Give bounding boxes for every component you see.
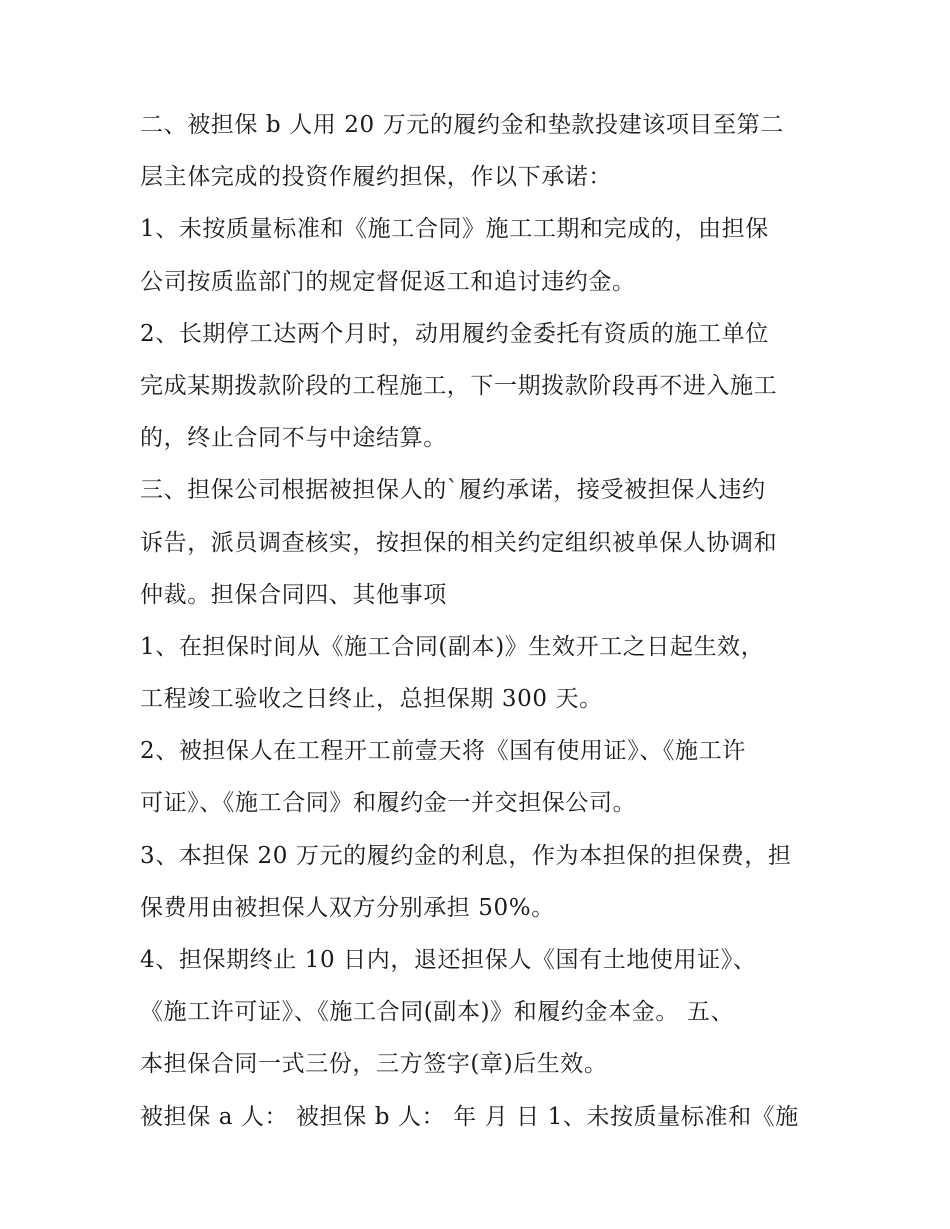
paragraph-line: 被担保 a 人： 被担保 b 人： 年 月 日 1、未按质量标准和《施 <box>140 1103 799 1130</box>
paragraph-line: 4、担保期终止 10 日内，退还担保人《国有土地使用证》、 <box>140 947 757 973</box>
document-body <box>140 110 830 1154</box>
paragraph-line: 1、未按质量标准和《施工合同》施工工期和完成的，由担保 <box>140 216 769 243</box>
paragraph-line: 可证》、《施工合同》和履约金一并交担保公司。 <box>140 790 637 817</box>
paragraph-line: 完成某期拨款阶段的工程施工，下一期拨款阶段再不进入施工 <box>140 372 778 399</box>
paragraph-line: 层主体完成的投资作履约担保，作以下承诺： <box>140 164 612 191</box>
paragraph-line: 1、在担保时间从《施工合同(副本)》生效开工之日起生效， <box>140 633 765 660</box>
paragraph-line: 2、长期停工达两个月时，动用履约金委托有资质的施工单位 <box>140 320 769 347</box>
paragraph-line: 《施工许可证》、《施工合同(副本)》和履约金本金。 五、 <box>140 999 735 1026</box>
paragraph-line: 工程竣工验收之日终止，总担保期 300 天。 <box>140 686 603 713</box>
paragraph-line: 保费用由被担保人双方分别承担 50%。 <box>140 894 555 921</box>
paragraph-line: 仲裁。担保合同四、其他事项 <box>140 581 447 608</box>
paragraph-line: 3、本担保 20 万元的履约金的利息，作为本担保的担保费，担 <box>140 842 792 869</box>
paragraph-line: 2、被担保人在工程开工前壹天将《国有使用证》、《施工许 <box>140 738 746 765</box>
paragraph-line: 本担保合同一式三份，三方签字(章)后生效。 <box>140 1051 608 1078</box>
paragraph-line: 二、被担保 b 人用 20 万元的履约金和垫款投建该项目至第二 <box>140 112 784 138</box>
paragraph-line: 诉告，派员调查核实，按担保的相关约定组织被单保人协调和 <box>140 529 778 556</box>
paragraph-line: 的，终止合同不与中途结算。 <box>140 425 447 452</box>
paragraph-line: 公司按质监部门的规定督促返工和追讨违约金。 <box>140 268 636 295</box>
paragraph-line: 三、担保公司根据被担保人的`履约承诺，接受被担保人违约 <box>140 477 766 504</box>
